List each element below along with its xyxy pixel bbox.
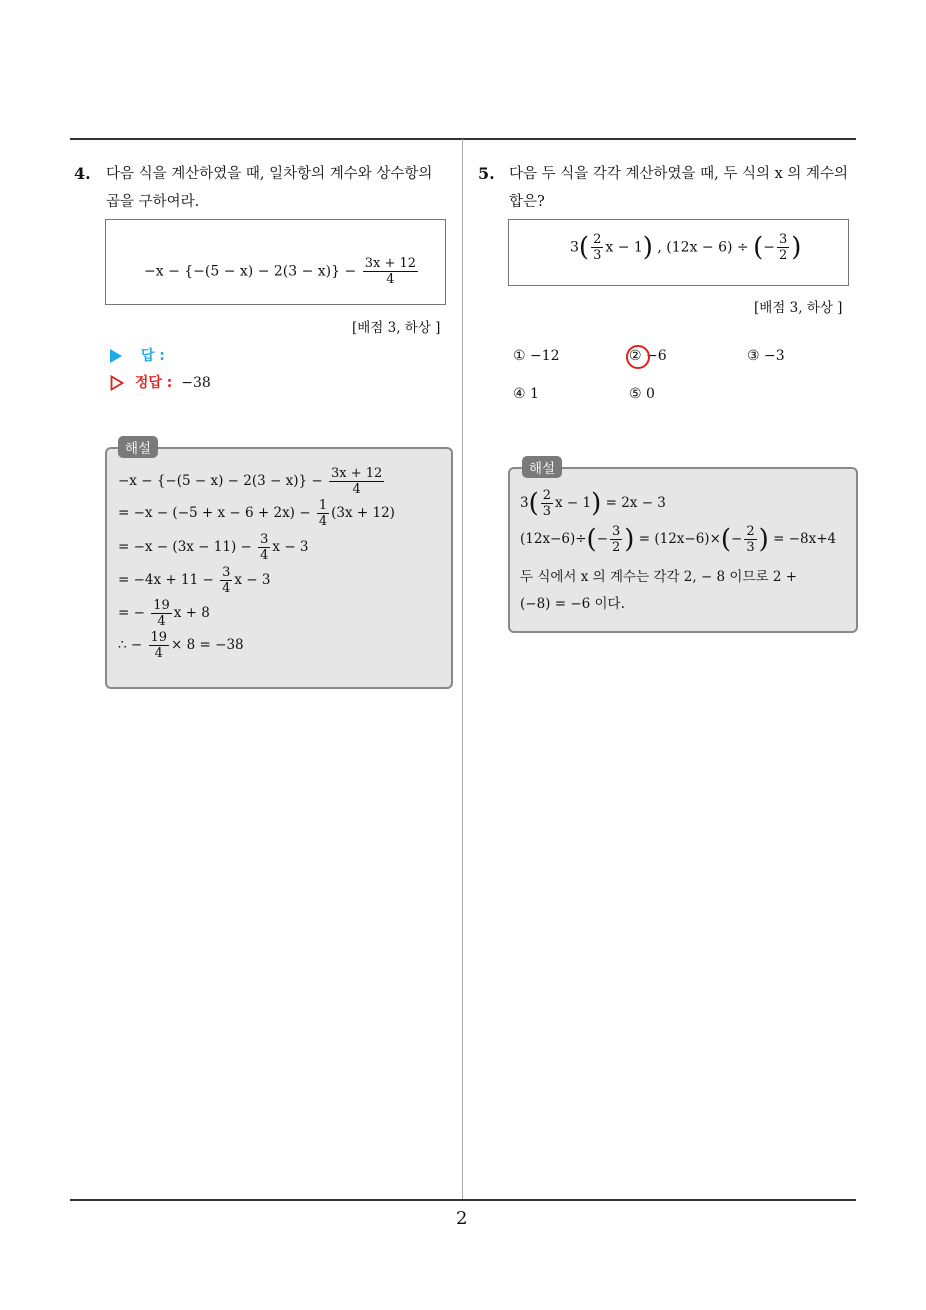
- q5-sol-l1-num: 2: [542, 488, 552, 503]
- q5-sol-l1-fraction: [541, 488, 553, 519]
- q4-sol-l1-text: −x − {−(5 − x) − 2(3 − x)} −: [118, 473, 323, 489]
- q5-expr-den2: 2: [779, 248, 788, 263]
- q4-expression: [144, 256, 420, 287]
- q4-sol-line-2: [118, 498, 395, 529]
- q5-sol-l1-den: 3: [542, 504, 552, 519]
- q5-sol-l1-result: = 2x − 3: [605, 495, 666, 511]
- q5-expr-num2: 3: [779, 232, 788, 247]
- q4-sol-l2-den: 4: [318, 514, 328, 529]
- q5-sol-l2-paren-open-2: (: [720, 524, 732, 555]
- q4-sol-l5-num: 19: [153, 598, 170, 613]
- q4-score: [배점 3, 하상 ]: [352, 320, 441, 336]
- q4-correct-value: −38: [181, 375, 211, 391]
- q4-sol-l6-text-b: × 8 = −38: [171, 637, 244, 653]
- q4-sol-l5-fraction: [151, 598, 172, 629]
- q4-sol-l3-den: 4: [260, 548, 269, 563]
- q4-sol-line-6: [118, 630, 244, 661]
- q4-sol-l4-num: 3: [222, 565, 231, 580]
- q5-sol-l2-fraction-2: [744, 524, 756, 555]
- q5-sol-l2-text-c: = (12x−6)×: [638, 531, 721, 547]
- q4-sol-l3-fraction: [258, 532, 270, 563]
- q5-choice-2[interactable]: ② −6: [629, 348, 667, 364]
- q5-choice-5[interactable]: ⑤ 0: [629, 386, 655, 402]
- q5-expr-term: x − 1: [605, 239, 643, 256]
- q4-answer-label: 답 :: [140, 348, 165, 364]
- q4-expr-fraction: [363, 256, 418, 287]
- top-rule: [70, 138, 856, 140]
- q5-expr-paren-open-2: (: [753, 232, 764, 263]
- q5-sol-l2-fraction: [610, 524, 622, 555]
- q5-sol-line-4: (−8) = −6 이다.: [520, 596, 625, 612]
- q5-sol-l2-paren-open: (: [586, 524, 597, 555]
- q5-expr-coef: 3: [570, 239, 579, 256]
- q4-number: 4.: [74, 164, 91, 183]
- q5-sol-line-1: [520, 488, 666, 519]
- q5-text-line2: 합은?: [509, 194, 545, 210]
- q5-expr-paren-close: ): [642, 232, 653, 263]
- q5-sol-l2-num2: 2: [746, 524, 755, 539]
- q4-sol-l5-text-b: x + 8: [173, 605, 210, 621]
- q5-sol-l1-coef: 3: [520, 495, 529, 511]
- q5-expr-paren-open: (: [578, 232, 590, 263]
- q4-expr-den: 4: [386, 272, 395, 287]
- q4-expr-lhs: −x − {−(5 − x) − 2(3 − x)} −: [144, 263, 357, 280]
- q4-sol-l6-text-a: ∴ −: [118, 637, 143, 653]
- q5-number: 5.: [478, 164, 495, 183]
- q5-expr-second: , (12x − 6) ÷: [657, 239, 749, 256]
- q4-sol-l6-den: 4: [154, 646, 163, 661]
- q5-sol-l2-minus-2: −: [731, 531, 743, 547]
- q5-sol-l2-text-a: (12x−6)÷: [520, 531, 587, 547]
- q5-expr-fraction-1: [591, 232, 603, 263]
- q4-sol-l2-text-b: (3x + 12): [331, 505, 395, 521]
- q5-expr-paren-close-2: ): [791, 232, 802, 263]
- q5-sol-l2-num: 3: [612, 524, 621, 539]
- q4-sol-l1-den: 4: [352, 482, 361, 497]
- q4-sol-line-4: [118, 565, 270, 596]
- q4-sol-l2-num: 1: [318, 498, 328, 513]
- page-number: 2: [456, 1208, 468, 1229]
- q4-sol-l1-num: 3x + 12: [330, 466, 383, 481]
- q5-sol-l1-paren-close: ): [591, 488, 602, 519]
- q4-sol-l4-text-a: = −4x + 11 −: [118, 572, 214, 588]
- q5-sol-l2-den2: 3: [746, 540, 755, 555]
- q4-sol-l2-text-a: = −x − (−5 + x − 6 + 2x) −: [118, 505, 311, 521]
- q5-sol-l2-result: = −8x+4: [773, 531, 837, 547]
- outline-triangle-icon: [110, 375, 124, 391]
- q4-sol-l5-den: 4: [157, 614, 166, 629]
- q5-choice-3[interactable]: ③ −3: [747, 348, 785, 364]
- q4-sol-l6-num: 19: [150, 630, 168, 645]
- q5-sol-line-2: [520, 524, 836, 555]
- q4-expr-num: 3x + 12: [364, 256, 417, 271]
- q5-expr-num1: 2: [593, 232, 602, 247]
- q5-sol-l2-paren-close-2: ): [758, 524, 769, 555]
- q4-sol-l4-fraction: [220, 565, 232, 596]
- q4-sol-l1-fraction: [329, 466, 384, 497]
- q4-sol-l6-fraction: [149, 630, 170, 661]
- q4-answer-row: [110, 345, 165, 365]
- play-arrow-icon: [110, 349, 122, 363]
- q4-sol-l5-text-a: = −: [118, 605, 145, 621]
- q5-text-line1: 다음 두 식을 각각 계산하였을 때, 두 식의 x 의 계수의: [509, 166, 849, 182]
- q4-correct-row: [110, 372, 211, 392]
- q5-sol-l1-term: x − 1: [555, 495, 592, 511]
- selected-answer-circle: [626, 345, 650, 369]
- q5-sol-l1-paren-open: (: [528, 488, 539, 519]
- q5-sol-line-3: 두 식에서 x 의 계수는 각각 2, − 8 이므로 2 +: [520, 569, 798, 585]
- q4-text-line1: 다음 식을 계산하였을 때, 일차항의 계수와 상수항의: [106, 166, 433, 182]
- q4-sol-l3-text-a: = −x − (3x − 11) −: [118, 539, 252, 555]
- q5-expr-den1: 3: [593, 248, 602, 263]
- q5-expr-minus: −: [763, 239, 776, 256]
- q4-sol-l3-text-b: x − 3: [272, 539, 309, 555]
- q5-expression: [570, 232, 801, 263]
- q4-sol-line-5: [118, 598, 210, 629]
- q4-solution-tag: 해설: [118, 436, 158, 458]
- q5-sol-l2-paren-close: ): [624, 524, 635, 555]
- q4-sol-l4-text-b: x − 3: [234, 572, 271, 588]
- q4-text-line2: 곱을 구하여라.: [106, 194, 200, 210]
- q5-sol-l2-minus: −: [596, 531, 609, 547]
- q4-correct-label: 정답 :: [134, 375, 173, 391]
- q4-sol-l4-den: 4: [222, 581, 231, 596]
- q5-choice-4[interactable]: ④ 1: [513, 386, 539, 402]
- q4-sol-l3-num: 3: [260, 532, 269, 547]
- q5-expr-fraction-2: [777, 232, 789, 263]
- bottom-rule: [70, 1199, 856, 1201]
- q4-sol-line-1: [118, 466, 386, 497]
- q4-sol-line-3: [118, 532, 309, 563]
- q5-solution-tag: 해설: [522, 456, 562, 478]
- q5-score: [배점 3, 하상 ]: [754, 300, 843, 316]
- q5-choice-1[interactable]: ① −12: [513, 348, 560, 364]
- column-divider: [462, 139, 463, 1201]
- q5-sol-l2-den: 2: [612, 540, 621, 555]
- q4-sol-l2-fraction: [317, 498, 329, 529]
